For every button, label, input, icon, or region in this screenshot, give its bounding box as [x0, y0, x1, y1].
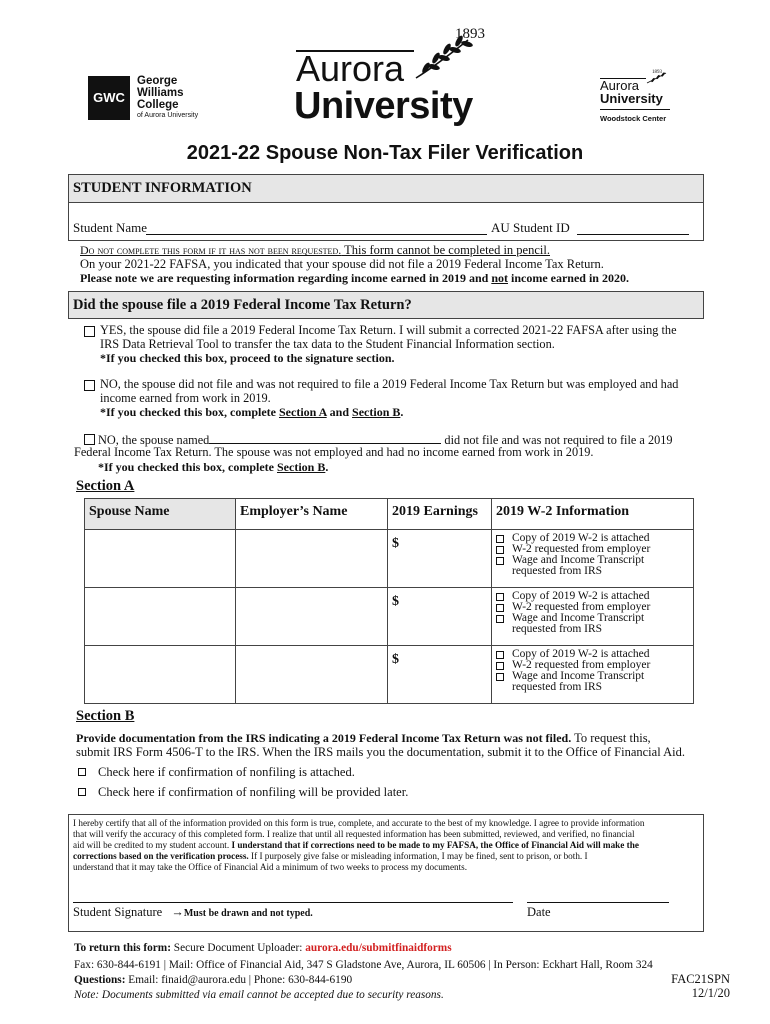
table-row — [85, 588, 694, 646]
w2-requested-checkbox[interactable] — [496, 546, 504, 554]
notice-pencil: This form cannot be completed in pencil. — [341, 243, 550, 257]
nonfiling-later-label: Check here if confirmation of nonfiling will be provided later. — [98, 785, 409, 799]
wage-transcript-label: Wage and Income Transcript — [512, 612, 645, 624]
table-row — [85, 646, 694, 704]
section-a-header-row — [85, 499, 694, 530]
student-id-label: AU Student ID — [487, 220, 574, 236]
return-instructions — [74, 942, 452, 954]
contact-info: Fax: 630-844-6191 | Mail: Office of Financial Aid, 347 S Gladstone Ave, Aurora, IL 60506 | In Person: Eckhart Hall, Room 324 — [74, 959, 653, 971]
woodstock-center-logo — [598, 70, 698, 130]
section-a-table — [84, 498, 694, 704]
w2-attached-checkbox[interactable] — [496, 593, 504, 601]
w2-attached-checkbox[interactable] — [496, 535, 504, 543]
security-note: Note: Documents submitted via email cannot be accepted due to security reasons. — [74, 989, 444, 1001]
employer-name-cell[interactable] — [236, 588, 388, 646]
wage-transcript-checkbox[interactable] — [496, 673, 504, 681]
questions-label: Questions: — [74, 974, 126, 986]
opt3-note-end: . — [325, 460, 329, 474]
notice-line3-not: not — [491, 271, 508, 285]
notice-line3-b: income earned in 2020. — [507, 271, 629, 285]
col-earnings-label: 2019 Earnings — [392, 504, 478, 519]
option-no-unemployed-note — [98, 460, 328, 475]
col-w2-info-label: 2019 W-2 Information — [496, 504, 629, 519]
signature-field[interactable] — [73, 901, 513, 903]
col-employer-name — [236, 499, 388, 530]
opt2-note-end: . — [400, 405, 404, 419]
notice-line1 — [80, 243, 550, 258]
woodstock-word-university: University — [600, 91, 663, 106]
student-name-label: Student Name — [73, 220, 148, 235]
logo-word-university: University — [294, 85, 473, 127]
student-info-box — [68, 174, 704, 241]
woodstock-rule2 — [600, 109, 670, 110]
gwc-badge: GWC — [88, 76, 130, 120]
w2-options-cell — [492, 530, 694, 588]
arrow-right-icon: → — [171, 905, 184, 919]
woodstock-subtitle: Woodstock Center — [600, 114, 667, 123]
spouse-name-cell[interactable] — [85, 530, 236, 588]
w2-attached-label: Copy of 2019 W-2 is attached — [512, 532, 650, 544]
upload-link[interactable]: aurora.edu/submitfinaidforms — [305, 942, 452, 954]
w2-requested-label: W-2 requested from employer — [512, 601, 651, 613]
certify-line3-b: I understand that if corrections need to be made to my FAFSA, the Office of Financial Aid will make the — [231, 840, 639, 850]
option-no-employed-line1: NO, the spouse did not file and was not required to file a 2019 Federal Income Tax Return but was employed and had — [100, 377, 679, 391]
spouse-name-field[interactable] — [209, 431, 441, 444]
earnings-cell[interactable] — [388, 646, 492, 704]
opt2-note-section-a: Section A — [279, 405, 327, 419]
woodstock-word-aurora: Aurora — [600, 78, 640, 93]
opt3-rest: did not file and was not required to file a 2019 — [441, 433, 673, 447]
w2-requested-label: W-2 requested from employer — [512, 543, 651, 555]
certification-box — [68, 814, 704, 932]
aurora-university-logo — [292, 28, 512, 128]
table-row — [85, 530, 694, 588]
employer-name-cell[interactable] — [236, 530, 388, 588]
option-no-employed-checkbox[interactable] — [84, 380, 95, 391]
option-yes-line2: IRS Data Retrieval Tool to transfer the tax data to the Student Financial Information section. — [100, 337, 555, 351]
section-b-bold: Provide documentation from the IRS indicating a 2019 Federal Income Tax Return was not filed. — [76, 731, 572, 745]
certify-line3 — [73, 840, 639, 850]
option-no-employed-line2: income earned from work in 2019. — [100, 391, 271, 405]
col-spouse-name — [85, 499, 236, 530]
woodstock-year: 1893 — [652, 70, 662, 75]
gwc-name-line2: Williams — [137, 87, 184, 99]
w2-requested-label: W-2 requested from employer — [512, 659, 651, 671]
wage-transcript-label: Wage and Income Transcript — [512, 554, 645, 566]
certify-line1: I hereby certify that all of the information provided on this form is true, complete, and accurate to the best of my knowledge. I agree to provide information — [73, 818, 645, 828]
opt3-note-section-b: Section B — [277, 460, 326, 474]
questions-info — [74, 974, 352, 986]
student-info-header: STUDENT INFORMATION — [68, 174, 704, 203]
page-title: 2021-22 Spouse Non-Tax Filer Verification — [186, 142, 584, 164]
section-b-rest: To request this, — [571, 731, 651, 745]
wage-transcript-checkbox[interactable] — [496, 557, 504, 565]
section-b-title: Section B — [76, 708, 135, 724]
return-text: Secure Document Uploader: — [170, 942, 306, 954]
opt2-note-section-b: Section B — [352, 405, 401, 419]
date-field[interactable] — [527, 901, 669, 903]
signature-label: Student Signature — [73, 905, 163, 919]
col-spouse-name-label: Spouse Name — [89, 504, 170, 519]
section-a-title: Section A — [76, 478, 135, 494]
w2-requested-checkbox[interactable] — [496, 604, 504, 612]
notice-line3 — [80, 271, 629, 286]
option-no-unemployed-checkbox[interactable] — [84, 434, 95, 445]
return-label: To return this form: — [74, 942, 171, 954]
col-employer-name-label: Employer’s Name — [240, 504, 348, 519]
w2-attached-label: Copy of 2019 W-2 is attached — [512, 648, 650, 660]
w2-attached-label: Copy of 2019 W-2 is attached — [512, 590, 650, 602]
question-header: Did the spouse file a 2019 Federal Income Tax Return? — [68, 291, 704, 319]
spouse-name-cell[interactable] — [85, 646, 236, 704]
gwc-name-line3: College — [137, 99, 179, 111]
opt2-note-a: *If you checked this box, complete — [100, 405, 279, 419]
gwc-subtitle: of Aurora University — [137, 112, 199, 119]
w2-options-cell — [492, 646, 694, 704]
signature-note: Must be drawn and not typed. — [183, 908, 313, 919]
w2-attached-checkbox[interactable] — [496, 651, 504, 659]
w2-requested-checkbox[interactable] — [496, 662, 504, 670]
option-no-employed-note — [100, 405, 403, 420]
nonfiling-attached-label: Check here if confirmation of nonfiling is attached. — [98, 765, 355, 779]
opt3-named: NO, the spouse named — [98, 433, 210, 447]
form-date: 12/1/20 — [691, 986, 730, 1000]
earnings-cell[interactable] — [388, 530, 492, 588]
certify-line5: understand that it may take the Office of Financial Aid a minimum of two weeks to process my documents. — [73, 862, 468, 872]
certify-line4 — [73, 851, 588, 861]
certify-line4-a: corrections based on the verification process. — [73, 851, 249, 861]
logo-year: 1893 — [455, 26, 485, 42]
option-no-unemployed-line2: Federal Income Tax Return. The spouse was not employed and had no income earned from work in 2019. — [74, 445, 594, 459]
gwc-name-line1: George — [137, 75, 178, 87]
gwc-logo — [88, 76, 218, 122]
section-b-line1 — [76, 731, 651, 746]
certify-line4-b: If I purposely give false or misleading information, I may be fined, sent to prison, or both. I — [248, 851, 588, 861]
certify-line2: that will verify the accuracy of this completed form. I realize that until all requested information has been submitted, reviewed, and verified, no financial — [73, 829, 635, 839]
option-yes-line1: YES, the spouse did file a 2019 Federal Income Tax Return. I will submit a corrected 2021-22 FAFSA after using the — [100, 323, 677, 337]
opt3-note-a: *If you checked this box, complete — [98, 460, 277, 474]
notice-line2: On your 2021-22 FAFSA, you indicated that your spouse did not file a 2019 Federal Income Tax Return. — [80, 257, 604, 271]
option-yes-note: *If you checked this box, proceed to the signature section. — [100, 351, 395, 365]
section-b-line2: submit IRS Form 4506-T to the IRS. When the IRS mails you the documentation, submit it to the Office of Financial Aid. — [76, 745, 685, 759]
currency-symbol: $ — [392, 652, 399, 667]
nonfiling-later-checkbox[interactable] — [78, 788, 86, 796]
col-earnings — [388, 499, 492, 530]
wage-transcript-label-cont: requested from IRS — [512, 681, 603, 693]
employer-name-cell[interactable] — [236, 646, 388, 704]
wage-transcript-label: Wage and Income Transcript — [512, 670, 645, 682]
option-yes-checkbox[interactable] — [84, 326, 95, 337]
certify-line3-a: aid will be credited to my student account. — [73, 840, 232, 850]
opt2-note-and: and — [326, 405, 353, 419]
signature-label-row — [73, 905, 313, 920]
wage-transcript-label-cont: requested from IRS — [512, 565, 603, 577]
logo-word-aurora: Aurora — [296, 48, 405, 89]
w2-options-cell — [492, 588, 694, 646]
col-w2-info — [492, 499, 694, 530]
notice-line3-a: Please note we are requesting information regarding income earned in 2019 and — [80, 271, 492, 285]
wage-transcript-checkbox[interactable] — [496, 615, 504, 623]
questions-text: Email: finaid@aurora.edu | Phone: 630-844-6190 — [125, 974, 353, 986]
wage-transcript-label-cont: requested from IRS — [512, 623, 603, 635]
date-label: Date — [527, 905, 551, 919]
form-code: FAC21SPN — [671, 972, 730, 986]
earnings-cell[interactable] — [388, 588, 492, 646]
student-id-field[interactable] — [577, 219, 689, 235]
notice-caps: Do not complete this form if it has not been requested. — [80, 243, 342, 257]
currency-symbol: $ — [392, 536, 399, 551]
spouse-name-cell[interactable] — [85, 588, 236, 646]
currency-symbol: $ — [392, 594, 399, 609]
nonfiling-attached-checkbox[interactable] — [78, 768, 86, 776]
